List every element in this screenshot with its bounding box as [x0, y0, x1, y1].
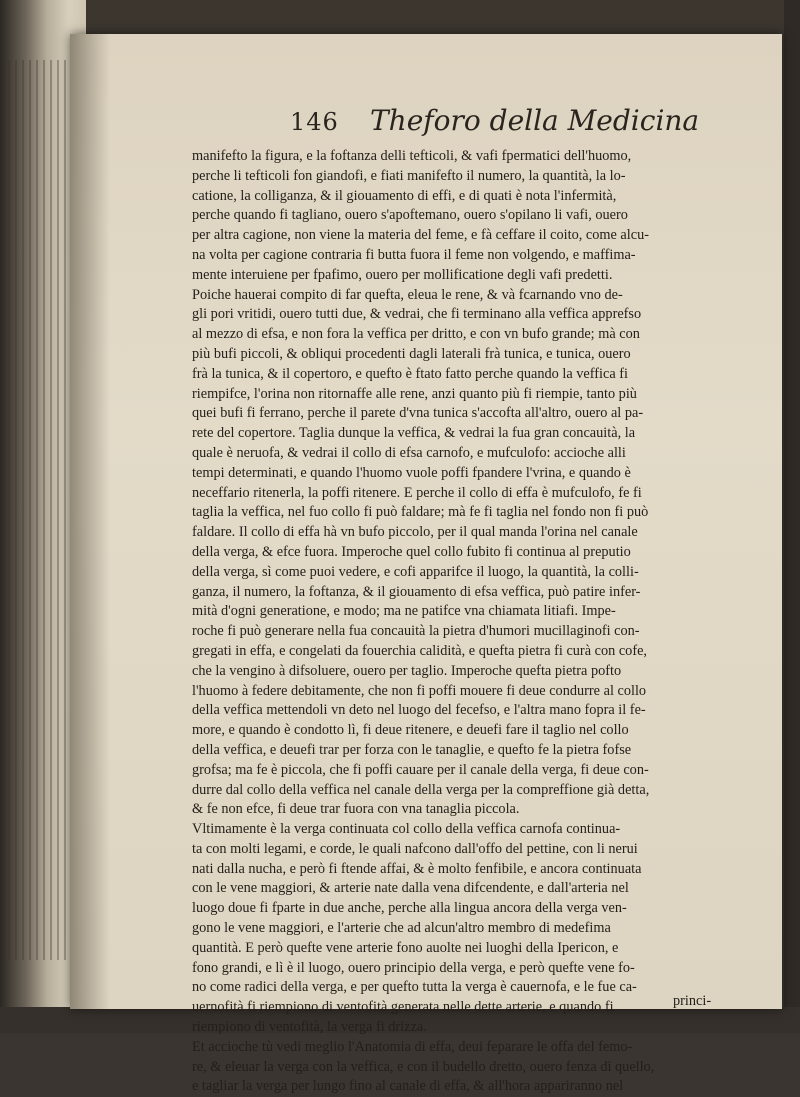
text-line: al mezzo di efsa, e non fora la veffica per dritto, e con vn bufo grande; mà con [192, 326, 640, 343]
text-line: riempiono di ventofità, la verga fi drizza. [192, 1019, 427, 1036]
text-line: catione, la colliganza, & il giouamento di effi, e di quati è nota l'infermità, [192, 187, 617, 204]
body-text [192, 147, 762, 1097]
text-line: na volta per cagione contraria fi butta fuora il feme non volgendo, e maffima- [192, 246, 636, 263]
text-line: gregati in effa, e congelati da fouerchia calidità, e quefta pietra fi curà con cofe, [192, 642, 648, 659]
page-number: 146 [290, 108, 339, 136]
text-line: re, & eleuar la verga con la veffica, e con il budello dretto, ouero fenza di quello, [192, 1058, 655, 1075]
text-line: della veffica, e deuefi trar per forza con le tanaglie, e quefto fe la pietra fofse [192, 741, 632, 758]
text-line: grofsa; ma fe è piccola, che fi poffi cauare per il canale della verga, fi deue con- [192, 761, 649, 778]
text-line: rete del copertore. Taglia dunque la veffica, & vedrai la fua gran concauità, la [192, 425, 636, 442]
spine-texture [8, 60, 68, 960]
text-line: fono grandi, e lì è il luogo, ouero principio della verga, e però quefte vene fo- [192, 959, 635, 976]
page-header [290, 104, 700, 146]
text-line: gono le vene maggiori, e l'arterie che ad alcun'altro membro di medefima [192, 920, 611, 937]
text-line: luogo doue fi fparte in due anche, perche alla lingua ancora della verga ven- [192, 900, 627, 917]
scan-background-right [784, 0, 800, 1033]
text-line: manifefto la figura, e la foftanza delli tefticoli, & vafi fpermatici dell'huomo, [192, 148, 632, 164]
text-line: quei bufi fi ferrano, perche il parete d'vna tunica s'accofta all'altro, ouero al pa- [192, 405, 644, 422]
text-line: della veffica mettendoli vn deto nel luogo del fecefso, e l'altra mano fopra il fe- [192, 702, 646, 719]
text-line: durre dal collo della veffica nel canale della verga per la compreffione già detta, [192, 781, 650, 798]
text-line: con le vene maggiori, & arterie nate dalla vena difcendente, e dall'arteria nel [192, 880, 629, 897]
scan-background-top [0, 0, 800, 36]
text-line: faldare. Il collo di effa hà vn bufo piccolo, per il qual manda l'orina nel canale [192, 524, 638, 541]
text-line: che la vengino à difsoluere, ouero per taglio. Imperoche quefta pietra pofto [192, 662, 622, 679]
catchword: princi- [673, 993, 712, 1009]
text-line: Poiche hauerai compito di far quefta, eleua le rene, & và fcarnando vno de- [192, 286, 623, 303]
text-line: uernofità fi riempiono di ventofità generata nelle dette arterie, e quando fi [192, 999, 614, 1016]
text-line: quale è neruofa, & vedrai il collo di efsa carnofo, e mufculofo: accioche alli [192, 444, 626, 461]
text-line: mità d'ogni generatione, e modo; ma ne patifce vna chiamata litiafi. Impe- [192, 603, 616, 620]
text-line: e tagliar la verga per lungo fino al canale di effa, & all'hora appariranno nel [192, 1078, 624, 1095]
text-line: nati dalla nucha, e però fi ftende affai, & è molto fenfibile, e ancora continuata [192, 860, 642, 877]
text-line: mente interuiene per fpafimo, ouero per mollificatione degli vafi predetti. [192, 266, 613, 283]
gutter-shadow [70, 34, 110, 1009]
text-line: più bufi piccoli, & obliqui procedenti dagli laterali frà tunica, e tunica, ouero [192, 345, 631, 362]
text-line: Et accioche tù vedi meglio l'Anatomia di effa, deui feparare le offa del femo- [192, 1038, 633, 1055]
text-line: perche quando fi tagliano, ouero s'apoftemano, ouero s'opilano li vafi, ouero [192, 207, 628, 224]
text-line: perche li tefticoli fon giandofi, e fiati manifefto il numero, la quantità, la lo- [192, 167, 626, 184]
text-line: della verga, sì come puoi vedere, e cofi apparifce il luogo, la quantità, la colli- [192, 563, 639, 580]
text-line: gli pori vritidi, ouero tutti due, & vedrai, che fi terminano alla veffica apprefso [192, 306, 642, 323]
text-line: more, e quando è condotto lì, fi deue ritenere, e deuefi fare il taglio nel collo [192, 722, 629, 739]
text-line: della verga, & efce fuora. Imperoche quel collo fubito fi continua al preputio [192, 543, 631, 560]
text-line: frà la tunica, & il copertoro, e quefto è ftato fatto perche quando la veffica fi [192, 365, 628, 382]
text-line: Vltimamente è la verga continuata col collo della veffica carnofa continua- [192, 821, 621, 838]
text-line: quantità. E però quefte vene arterie fono auolte nei luoghi della Ipericon, e [192, 939, 619, 956]
text-line: neceffario ritenerla, la poffi ritenere. E perche il collo di effa è mufculofo, fe fi [192, 484, 642, 501]
text-line: taglia la veffica, nel fuo collo fi può faldare; mà fe fi taglia nel fondo non fi può [192, 504, 649, 521]
text-line: & fe non efce, fi deue trar fuora con vna tanaglia piccola. [192, 801, 520, 818]
text-line: roche fi può generare nella fua concauità la pietra d'humori mucillaginofi con- [192, 623, 640, 640]
text-line: riempifce, l'orina non ritornaffe alle rene, anzi quanto più fi riempie, tanto più [192, 385, 637, 402]
text-line: ganza, il numero, la foftanza, & il giouamento di efsa veffica, può patire infer- [192, 583, 641, 600]
text-line: ta con molti legami, e corde, le quali nafcono dall'offo del pettine, con li nerui [192, 840, 638, 857]
text-line: tempi determinati, e quando l'huomo vuole poffi fpandere l'vrina, e quando è [192, 464, 631, 481]
text-line: l'huomo à federe debitamente, che non fi poffi mouere fi deue condurre al collo [192, 682, 647, 699]
running-title: Theforo della Medicina [370, 104, 700, 137]
text-line: per altra cagione, non viene la materia del feme, e fà ceffare il coito, come alcu- [192, 227, 649, 244]
text-line: no come radici della verga, e per quefto tutta la verga è cauernofa, e le fue ca- [192, 979, 637, 996]
